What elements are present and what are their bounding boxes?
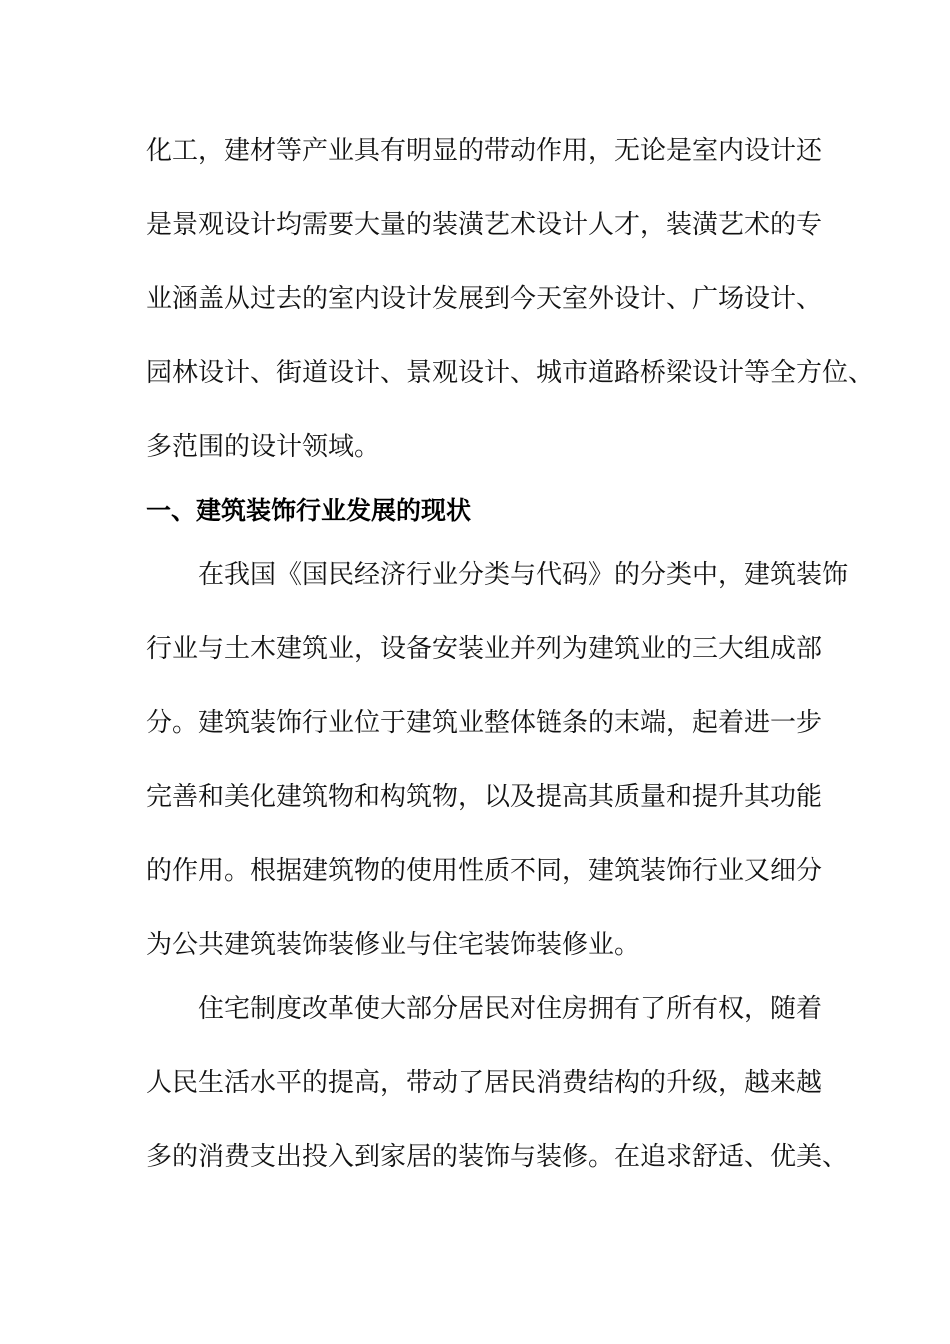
paragraph-1-line-4: 园林设计、街道设计、景观设计、城市道路桥梁设计等全方位、 (146, 358, 875, 388)
paragraph-2-line-2: 行业与土木建筑业，设备安装业并列为建筑业的三大组成部 (146, 634, 823, 664)
paragraph-2-line-3: 分。建筑装饰行业位于建筑业整体链条的末端，起着进一步 (146, 708, 823, 738)
paragraph-3-line-2: 人民生活水平的提高，带动了居民消费结构的升级，越来越 (146, 1068, 823, 1098)
paragraph-3-line-3: 多的消费支出投入到家居的装饰与装修。在追求舒适、优美、 (146, 1142, 849, 1172)
paragraph-1-line-1: 化工，建材等产业具有明显的带动作用，无论是室内设计还 (146, 136, 823, 166)
paragraph-1-line-5: 多范围的设计领域。 (146, 432, 381, 462)
paragraph-2-line-5: 的作用。根据建筑物的使用性质不同，建筑装饰行业又细分 (146, 856, 823, 886)
paragraph-2-line-6: 为公共建筑装饰装修业与住宅装饰装修业。 (146, 930, 641, 960)
section-heading: 一、建筑装饰行业发展的现状 (146, 496, 472, 525)
paragraph-2-line-4: 完善和美化建筑物和构筑物，以及提高其质量和提升其功能 (146, 782, 823, 812)
paragraph-3-line-1: 住宅制度改革使大部分居民对住房拥有了所有权，随着 (198, 994, 823, 1024)
paragraph-2-line-1: 在我国《国民经济行业分类与代码》的分类中，建筑装饰 (198, 560, 849, 590)
paragraph-1-line-3: 业涵盖从过去的室内设计发展到今天室外设计、广场设计、 (146, 284, 823, 314)
paragraph-1-line-2: 是景观设计均需要大量的装潢艺术设计人才，装潢艺术的专 (146, 210, 823, 240)
